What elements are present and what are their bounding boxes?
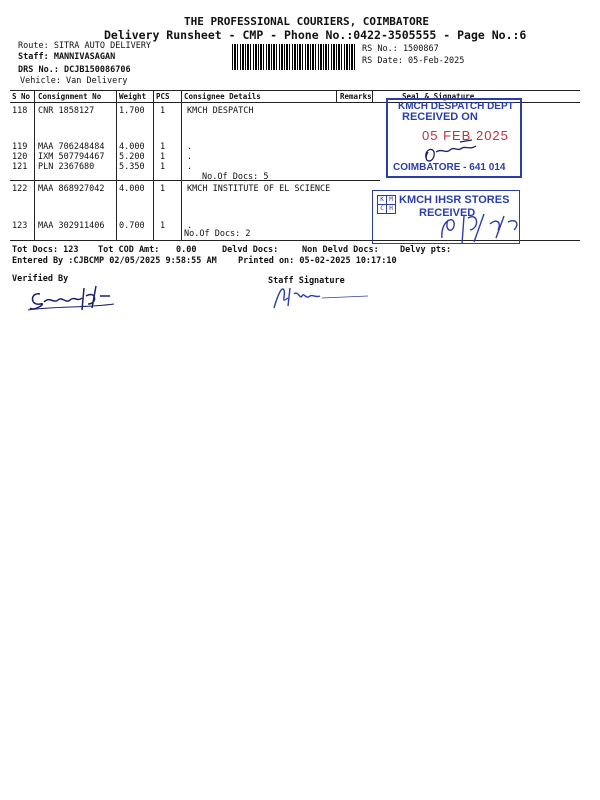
stamp2-logo-c: C xyxy=(377,204,387,214)
row-consignment: PLN 2367680 xyxy=(38,162,95,172)
row-sno: 123 xyxy=(12,221,28,231)
row-pcs: 1 xyxy=(160,106,166,116)
total-docs: Tot Docs: 123 xyxy=(12,245,79,255)
row-sno: 119 xyxy=(12,142,28,152)
row-pcs: 1 xyxy=(160,142,166,152)
delivery-points: Delvy pts: xyxy=(400,245,452,255)
col-seal: Seal & Signature xyxy=(402,92,475,101)
verified-signature xyxy=(26,282,116,316)
staff-signature-label: Staff Signature xyxy=(268,276,345,286)
row-weight: 0.700 xyxy=(119,221,145,231)
printed-on: Printed on: 05-02-2025 10:17:10 xyxy=(238,256,397,266)
total-cod-label: Tot COD Amt: xyxy=(98,245,160,255)
col-consignee: Consignee Details xyxy=(184,92,261,101)
stamp1-date: 05 FEB 2025 xyxy=(422,128,509,143)
delivered-docs: Delvd Docs: xyxy=(222,245,279,255)
vehicle-line: Vehicle: Van Delivery xyxy=(20,76,128,86)
total-cod-value: 0.00 xyxy=(176,245,197,255)
row-weight: 5.350 xyxy=(119,162,145,172)
drs-line: DRS No.: DCJB150086706 xyxy=(18,65,131,75)
row-sno: 121 xyxy=(12,162,28,172)
row-consignment: MAA 706248484 xyxy=(38,142,105,152)
row-pcs: 1 xyxy=(160,162,166,172)
row-details: KMCH INSTITUTE OF EL SCIENCE xyxy=(187,184,331,194)
row-details: . xyxy=(187,152,193,162)
barcode xyxy=(232,44,356,70)
row-weight: 4.000 xyxy=(119,184,145,194)
row-sno: 122 xyxy=(12,184,28,194)
row-consignment: MAA 302911406 xyxy=(38,221,105,231)
row-details: . xyxy=(187,162,193,172)
row-consignment: IXM 507794467 xyxy=(38,152,105,162)
stamp1-dept: KMCH DESPATCH DEPT xyxy=(398,101,514,112)
row-sno: 118 xyxy=(12,106,28,116)
group1-doc-count: No.Of Docs: 5 xyxy=(202,172,269,182)
stamp2-received: RECEIVED xyxy=(419,207,476,219)
row-details: . xyxy=(187,221,193,231)
company-name: THE PROFESSIONAL COURIERS, COIMBATORE xyxy=(184,15,430,28)
stamp1-received-on: RECEIVED ON xyxy=(402,111,478,123)
stamp2-title: KMCH IHSR STORES xyxy=(399,194,510,206)
staff-line: Staff: MANNIVASAGAN xyxy=(18,52,116,62)
stamp2-logo-k: K xyxy=(377,195,387,205)
row-consignment: CNR 1858127 xyxy=(38,106,95,116)
row-details: KMCH DESPATCH xyxy=(187,106,254,116)
rs-no: RS No.: 1500867 xyxy=(362,44,439,54)
route-line: Route: SITRA AUTO DELIVERY xyxy=(18,41,152,51)
stamp2-logo-h: H xyxy=(386,204,396,214)
rs-date: RS Date: 05-Feb-2025 xyxy=(362,56,465,66)
col-sno: S No xyxy=(12,92,31,101)
verified-by-label: Verified By xyxy=(12,274,69,284)
row-details: . xyxy=(187,142,193,152)
col-remarks: Remarks xyxy=(340,92,372,101)
col-pcs: PCS xyxy=(156,92,170,101)
staff-signature xyxy=(272,284,372,310)
col-weight: Weight xyxy=(119,92,147,101)
row-weight: 1.700 xyxy=(119,106,145,116)
row-pcs: 1 xyxy=(160,184,166,194)
row-weight: 4.000 xyxy=(119,142,145,152)
row-weight: 5.200 xyxy=(119,152,145,162)
col-consignment: Consignment No xyxy=(38,92,102,101)
stamp1-city: COIMBATORE - 641 014 xyxy=(393,162,506,173)
stamp2-logo-m: M xyxy=(386,195,396,205)
stamp1-signature xyxy=(420,138,500,166)
stamp2-signature xyxy=(438,208,528,248)
row-pcs: 1 xyxy=(160,152,166,162)
row-consignment: MAA 868927042 xyxy=(38,184,105,194)
runsheet-title: Delivery Runsheet - CMP - Phone No.:0422-3505555 - Page No.:6 xyxy=(104,28,527,42)
group2-doc-count: No.Of Docs: 2 xyxy=(184,229,251,239)
row-pcs: 1 xyxy=(160,221,166,231)
entered-by: Entered By :CJBCMP 02/05/2025 9:58:55 AM xyxy=(12,256,217,266)
row-sno: 120 xyxy=(12,152,28,162)
non-delivered-docs: Non Delvd Docs: xyxy=(302,245,379,255)
